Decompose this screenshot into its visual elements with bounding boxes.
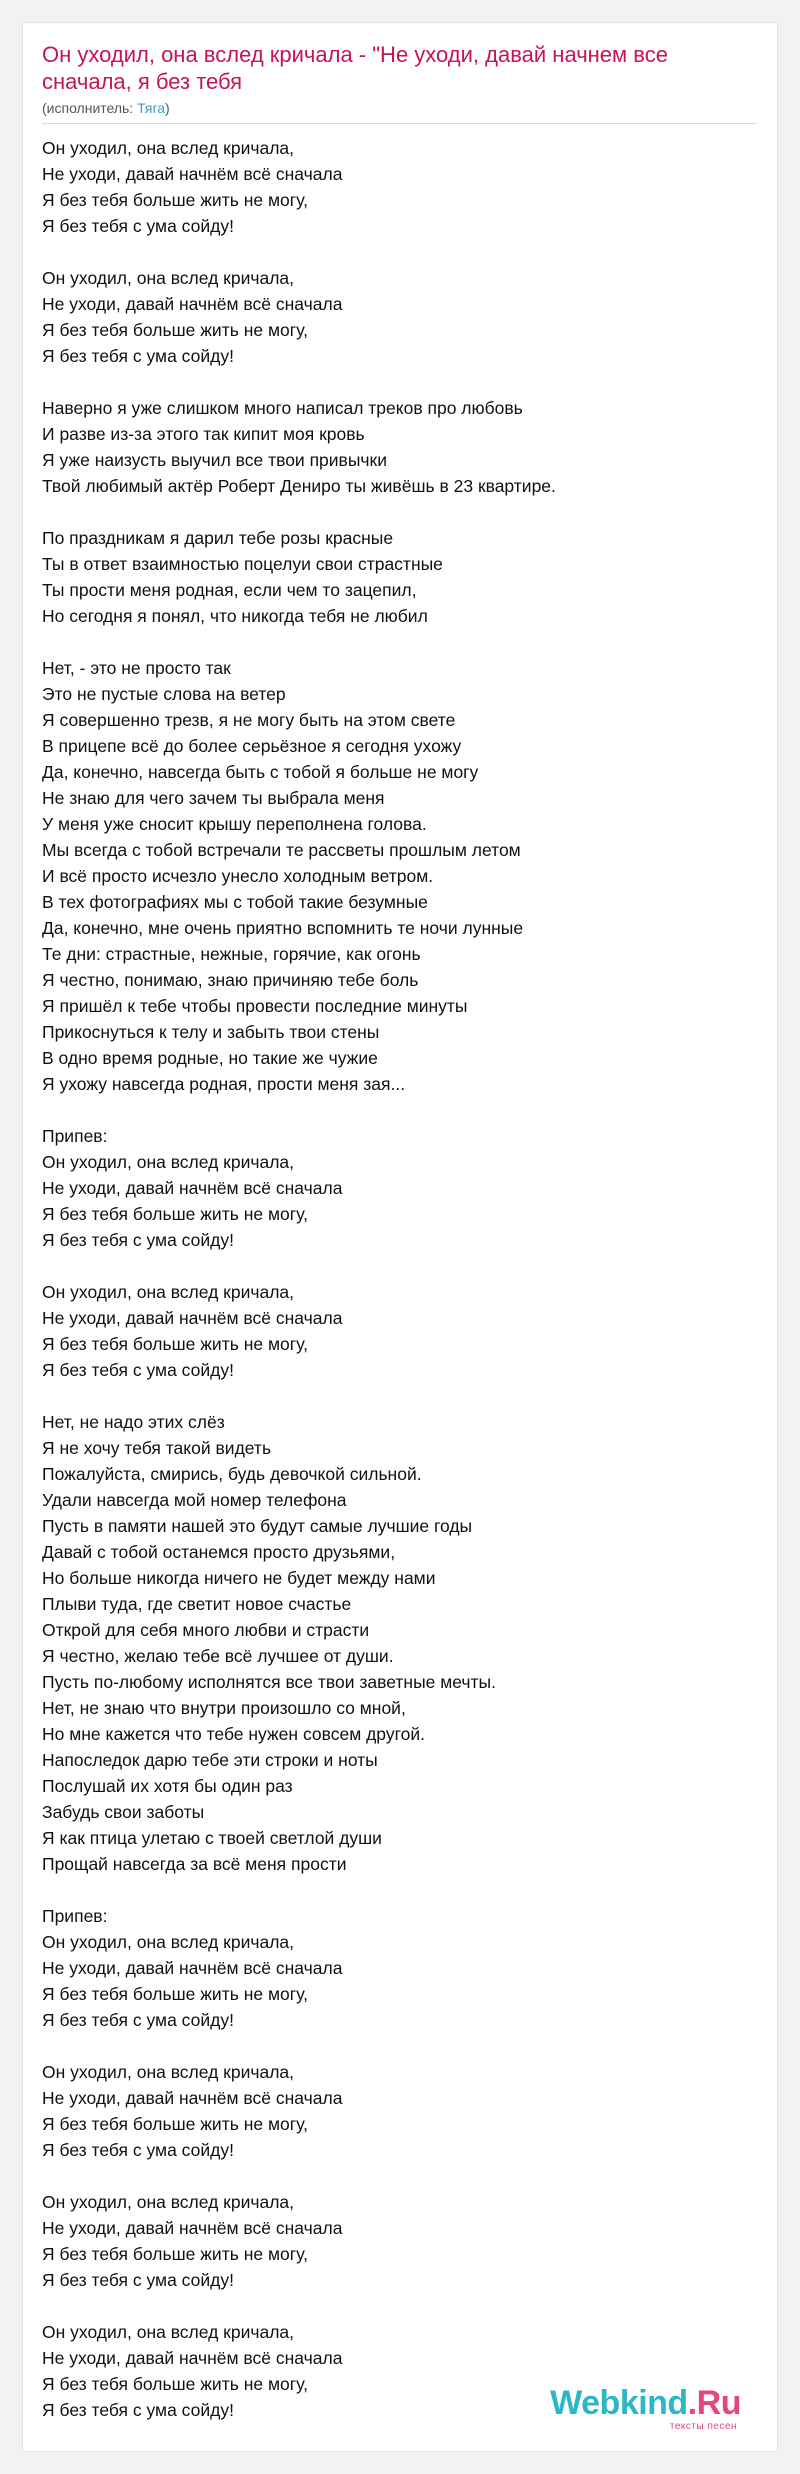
lyrics-line: У меня уже сносит крышу переполнена голова.: [42, 814, 427, 834]
lyrics-stanza: [42, 265, 757, 369]
lyrics-line: Пусть в памяти нашей это будут самые лучшие годы: [42, 1516, 473, 1536]
logo-ru: .Ru: [687, 2384, 741, 2422]
lyrics-body: [42, 135, 757, 2423]
lyrics-line: Не уходи, давай начнём всё сначала: [42, 1308, 343, 1328]
lyrics-line: Я без тебя с ума сойду!: [42, 2010, 234, 2030]
lyrics-line: Я без тебя с ума сойду!: [42, 346, 234, 366]
lyrics-line: В одно время родные, но такие же чужие: [42, 1048, 378, 1068]
lyrics-line: Не уходи, давай начнём всё сначала: [42, 2088, 343, 2108]
lyrics-line: Прощай навсегда за всё меня прости: [42, 1854, 347, 1874]
lyrics-line: Напоследок дарю тебе эти строки и ноты: [42, 1750, 378, 1770]
lyrics-stanza: [42, 1279, 757, 1383]
lyrics-stanza: [42, 1409, 757, 1877]
lyrics-line: Но мне кажется что тебе нужен совсем другой.: [42, 1724, 425, 1744]
lyrics-line: Я без тебя с ума сойду!: [42, 2400, 234, 2420]
lyrics-line: Не уходи, давай начнём всё сначала: [42, 2218, 343, 2238]
lyrics-line: Я без тебя с ума сойду!: [42, 216, 234, 236]
lyrics-line: Я без тебя больше жить не могу,: [42, 1984, 308, 2004]
lyrics-line: Я пришёл к тебе чтобы провести последние минуты: [42, 996, 468, 1016]
lyrics-stanza: [42, 655, 757, 1097]
lyrics-line: Я без тебя с ума сойду!: [42, 2270, 234, 2290]
artist-meta-prefix: (исполнитель:: [42, 100, 138, 116]
lyrics-line: Не уходи, давай начнём всё сначала: [42, 2348, 343, 2368]
lyrics-line: Не уходи, давай начнём всё сначала: [42, 294, 343, 314]
artist-meta: [42, 99, 757, 117]
lyrics-line: Те дни: страстные, нежные, горячие, как огонь: [42, 944, 421, 964]
logo-kind: kind: [619, 2384, 688, 2422]
lyrics-line: Прикоснуться к телу и забыть твои стены: [42, 1022, 380, 1042]
logo-wordmark: [550, 2385, 741, 2421]
lyrics-line: Да, конечно, мне очень приятно вспомнить те ночи лунные: [42, 918, 524, 938]
lyrics-line: Припев:: [42, 1126, 108, 1146]
lyrics-line: Он уходил, она вслед кричала,: [42, 2062, 295, 2082]
lyrics-stanza: [42, 1123, 757, 1253]
lyrics-line: В прицепе всё до более серьёзное я сегодня ухожу: [42, 736, 462, 756]
lyrics-line: Я ухожу навсегда родная, прости меня зая...: [42, 1074, 406, 1094]
lyrics-line: Я без тебя с ума сойду!: [42, 1230, 234, 1250]
lyrics-line: Я без тебя больше жить не могу,: [42, 2374, 308, 2394]
lyrics-line: Я без тебя больше жить не могу,: [42, 2114, 308, 2134]
lyrics-line: Послушай их хотя бы один раз: [42, 1776, 293, 1796]
lyrics-stanza: [42, 2189, 757, 2293]
lyrics-line: Да, конечно, навсегда быть с тобой я больше не могу: [42, 762, 479, 782]
lyrics-line: Я без тебя больше жить не могу,: [42, 2244, 308, 2264]
lyrics-line: Забудь свои заботы: [42, 1802, 205, 1822]
lyrics-line: Он уходил, она вслед кричала,: [42, 1932, 295, 1952]
lyrics-line: Припев:: [42, 1906, 108, 1926]
title-divider: [42, 123, 757, 124]
lyrics-line: Я без тебя больше жить не могу,: [42, 320, 308, 340]
lyrics-line: Я без тебя больше жить не могу,: [42, 190, 308, 210]
lyrics-line: Это не пустые слова на ветер: [42, 684, 286, 704]
lyrics-line: Не знаю для чего зачем ты выбрала меня: [42, 788, 385, 808]
lyrics-stanza: [42, 2059, 757, 2163]
lyrics-line: Нет, не надо этих слёз: [42, 1412, 225, 1432]
lyrics-line: Пусть по-любому исполнятся все твои заветные мечты.: [42, 1672, 497, 1692]
lyrics-line: И разве из-за этого так кипит моя кровь: [42, 424, 365, 444]
lyrics-line: Мы всегда с тобой встречали те рассветы прошлым летом: [42, 840, 521, 860]
lyrics-line: Я без тебя больше жить не могу,: [42, 1334, 308, 1354]
page-title: Он уходил, она вслед кричала - "Не уходи, давай начнем все сначала, я без тебя: [42, 42, 668, 94]
lyrics-line: Но сегодня я понял, что никогда тебя не любил: [42, 606, 428, 626]
lyrics-line: Он уходил, она вслед кричала,: [42, 138, 295, 158]
artist-link[interactable]: Тяга: [137, 100, 166, 116]
lyrics-line: Я без тебя с ума сойду!: [42, 1360, 234, 1380]
lyrics-line: Наверно я уже слишком много написал треков про любовь: [42, 398, 523, 418]
lyrics-line: Открой для себя много любви и страсти: [42, 1620, 370, 1640]
lyrics-line: Я без тебя больше жить не могу,: [42, 1204, 308, 1224]
lyrics-line: Он уходил, она вслед кричала,: [42, 1282, 295, 1302]
lyrics-line: Не уходи, давай начнём всё сначала: [42, 1178, 343, 1198]
lyrics-line: Я совершенно трезв, я не могу быть на этом свете: [42, 710, 456, 730]
lyrics-line: Я честно, понимаю, знаю причиняю тебе боль: [42, 970, 419, 990]
lyrics-line: Нет, - это не просто так: [42, 658, 231, 678]
lyrics-line: В тех фотографиях мы с тобой такие безумные: [42, 892, 428, 912]
lyrics-stanza: [42, 135, 757, 239]
lyrics-card: [22, 22, 778, 2452]
lyrics-line: Давай с тобой останемся просто друзьями,: [42, 1542, 396, 1562]
lyrics-line: Ты прости меня родная, если чем то зацепил,: [42, 580, 417, 600]
lyrics-line: Нет, не знаю что внутри произошло со мной,: [42, 1698, 406, 1718]
lyrics-line: Я как птица улетаю с твоей светлой души: [42, 1828, 382, 1848]
lyrics-line: Он уходил, она вслед кричала,: [42, 1152, 295, 1172]
logo-web: Web: [550, 2384, 620, 2422]
lyrics-line: Он уходил, она вслед кричала,: [42, 268, 295, 288]
lyrics-line: Я не хочу тебя такой видеть: [42, 1438, 272, 1458]
lyrics-line: По праздникам я дарил тебе розы красные: [42, 528, 394, 548]
lyrics-stanza: [42, 1903, 757, 2033]
site-logo[interactable]: [550, 2385, 741, 2433]
lyrics-line: Удали навсегда мой номер телефона: [42, 1490, 347, 1510]
lyrics-stanza: [42, 395, 757, 499]
logo-tagline: тексты песен: [669, 2421, 737, 2432]
lyrics-line: Я уже наизусть выучил все твои привычки: [42, 450, 387, 470]
lyrics-line: Плыви туда, где светит новое счастье: [42, 1594, 352, 1614]
lyrics-line: Ты в ответ взаимностью поцелуи свои страстные: [42, 554, 443, 574]
lyrics-line: И всё просто исчезло унесло холодным ветром.: [42, 866, 434, 886]
lyrics-line: Он уходил, она вслед кричала,: [42, 2192, 295, 2212]
lyrics-stanza: [42, 525, 757, 629]
lyrics-line: Не уходи, давай начнём всё сначала: [42, 164, 343, 184]
lyrics-line: Пожалуйста, смирись, будь девочкой сильной.: [42, 1464, 422, 1484]
lyrics-line: Я без тебя с ума сойду!: [42, 2140, 234, 2160]
lyrics-line: Твой любимый актёр Роберт Дениро ты живёшь в 23 квартире.: [42, 476, 556, 496]
lyrics-line: Я честно, желаю тебе всё лучшее от души.: [42, 1646, 394, 1666]
lyrics-line: Он уходил, она вслед кричала,: [42, 2322, 295, 2342]
lyrics-line: Не уходи, давай начнём всё сначала: [42, 1958, 343, 1978]
artist-meta-suffix: ): [165, 100, 170, 116]
lyrics-line: Но больше никогда ничего не будет между нами: [42, 1568, 436, 1588]
